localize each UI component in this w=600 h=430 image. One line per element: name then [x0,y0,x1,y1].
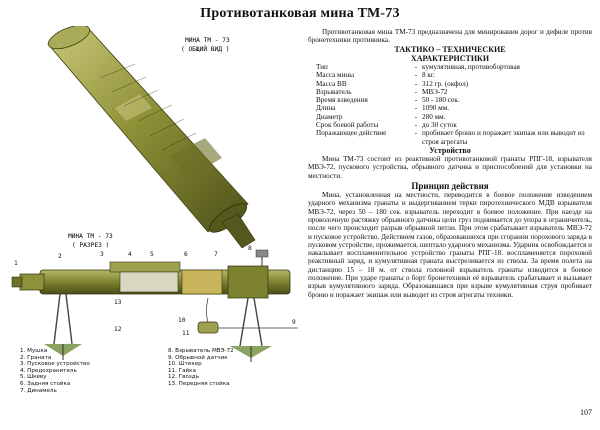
tth-value: 1090 мм. [422,104,450,113]
legend-item: 2. Граната [20,354,52,361]
tth-row [316,88,592,96]
tth-dash: - [414,79,418,88]
tth-value: 8 кг. [422,71,435,80]
illustrations [0,26,305,425]
tth-key: Диаметр [316,112,343,121]
tth-dash: - [414,121,418,130]
tth-dash: - [414,96,418,105]
tth-value: 280 мм. [422,112,446,121]
tth-dash: - [414,112,418,121]
callout-4: 4 [128,251,132,258]
tth-dash: - [414,129,418,138]
callout-3: 3 [100,251,104,258]
mine-section-view [12,250,298,362]
legend-item: 13. Передняя стойка [168,380,230,387]
callout-5: 5 [150,251,154,258]
tth-dash: - [414,104,418,113]
callout-8: 8 [248,245,252,252]
principle-paragraph: Мина, установленная на местности, переводится в боевое положение изведением ударного механизма гранаты и выдергиванием терки пиротехнического МДВ взрывателя МВЭ-72, через 50 – 180 сек. взрыватель переходит в боевое положение. При наезде на проволочную растяжку обрывного датчика цели груз поднимается до упора в ограничитель, после чего происходит разрыв обрывной петли. При этом срабатывает взрыватель МВЭ-72 и пусковое устройство. Действием газов, образовавшихся при сгорании порохового заряда в пусковом устройстве, прожимается, шептало ударного механизма. Ударник освобождается и накалывает воспламенительное устройство гранаты РПГ-18. воспламеняется пороховой реактивный заряд, и кумулятивная граната выстреливается из ствола. За время полета на дистанцию 15 – 18 м. от ствола головной взрыватель гранаты изводится в боевое положение. При ударе гранаты о борт бронетехники её взрыватель срабатывает и вызывает взрыв кумулятивного заряда. Образовавшаяся при взрыве кумулятивная струя пробивает броню и поражает экипаж или выводит из строя агрегаты техники. [308,191,592,299]
tth-row [316,71,592,79]
tth-key: Взрыватель [316,87,352,96]
legend-item: 5. Шкеву [20,374,47,381]
tth-value: пробивает броню и поражает экипаж или выводит из строя агрегаты [422,129,585,146]
legend-item: 8. Взрыватель МВЭ-72 [168,348,234,354]
legend-item: 11. Гайка [168,367,196,374]
tth-value: 312 гр. (окфол) [422,79,469,88]
callout-6: 6 [184,251,188,258]
tth-value: 50 - 180 сек. [422,96,460,105]
tth-row [316,96,592,104]
page-number: 107 [580,408,592,417]
tth-row [316,80,592,88]
tth-table [316,63,592,146]
legend-item: 1. Мушка [20,348,48,354]
tth-heading-line2: ХАРАКТЕРИСТИКИ [410,53,490,63]
caption-section-line2: ( РАЗРЕЗ ) [72,242,110,249]
legend-item: 9. Обрывной датчик [168,354,228,361]
tth-value: МВЭ-72 [422,87,448,96]
legend-right [168,348,234,388]
legend-item: 3. Пусковое устройство [20,361,90,368]
page-title: Противотанковая мина ТМ-73 [200,6,400,21]
tth-row [316,113,592,121]
callout-12: 12 [114,326,122,333]
tth-value: кумулятивная, противобортовая [422,63,520,71]
callout-7: 7 [214,251,218,258]
principle-heading: Принцип действия [411,181,489,192]
legend-item: 10. Штекер [168,361,202,368]
tth-row [316,129,592,146]
caption-section-line1: МИНА ТМ - 73 [68,233,113,240]
tth-dash: - [414,71,418,80]
callout-11: 11 [182,330,190,337]
tth-heading-line1: ТАКТИКО – ТЕХНИЧЕСКИЕ [394,44,506,54]
tth-key: Длина [316,104,336,113]
callout-2: 2 [58,253,62,260]
tth-dash: - [414,63,418,71]
tth-dash: - [414,87,418,96]
tth-row [316,63,592,71]
ustroystvo-heading: Устройство [429,145,471,155]
intro-paragraph: Противотанковая мина ТМ-73 предназначена для минирования дорог и дефиле против бронетехники противника. [308,28,592,45]
text-column [308,28,592,299]
tth-key: Срок боевой работы [316,121,379,130]
mine-general-view [45,26,255,248]
tth-row [316,104,592,112]
tth-key: Поражающее действие [316,129,387,138]
callout-1: 1 [14,260,18,267]
legend-item: 6. Задняя стойка [20,380,71,387]
callout-13: 13 [114,299,122,306]
legend-item: 12. Гвоздь [168,374,199,381]
tth-value: до 30 суток [422,121,457,130]
callout-10: 10 [178,317,186,324]
tth-row [316,121,592,129]
caption-general-line1: МИНА ТМ - 73 [185,37,230,44]
callout-9: 9 [292,319,296,326]
caption-general-line2: ( ОБЩИЙ ВИД ) [181,46,230,53]
legend-item: 4. Предохранитель [20,367,77,374]
tth-key: Время взведения [316,96,368,105]
tth-key: Тип [316,63,328,71]
legend-left [20,348,90,394]
tth-key: Масса ВВ [316,79,347,88]
legend-item: 7. Динамель [20,387,57,394]
tth-key: Масса мины [316,71,355,80]
ustroystvo-paragraph: Мина ТМ-73 состоит из реактивной противотанковой гранаты РПГ-18, взрывателя МВЭ-72, пускового устройства, обрывного датчика и приспособлений для установки на местности. [308,155,592,180]
